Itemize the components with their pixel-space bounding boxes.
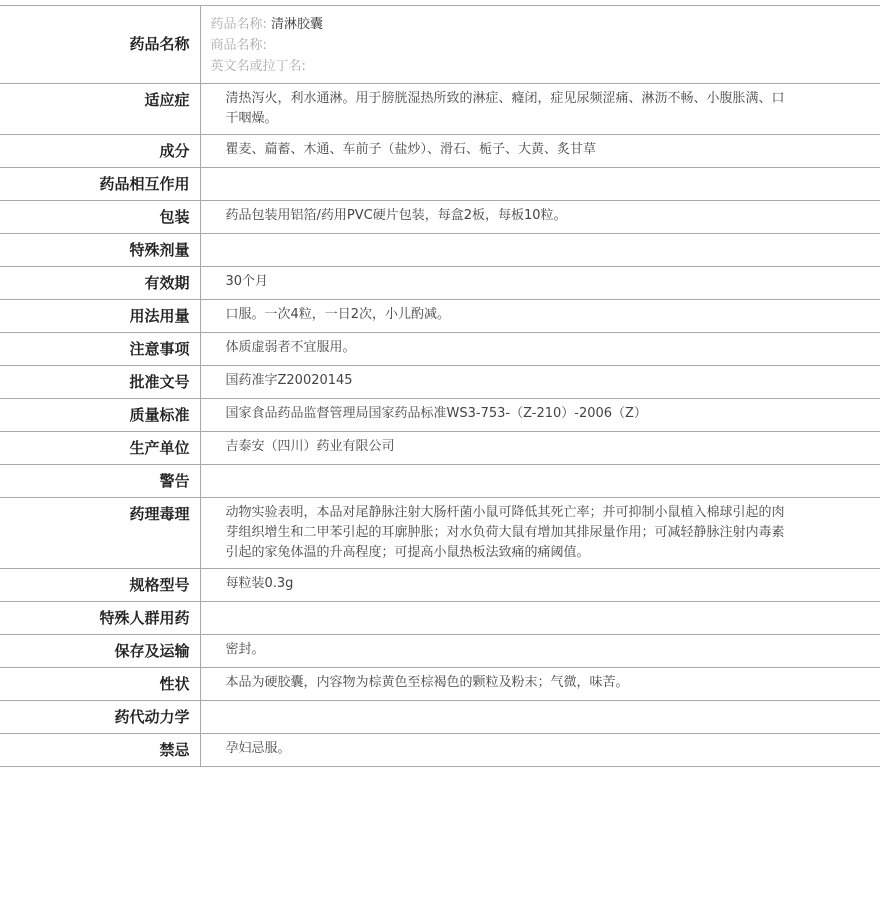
specification-label: 规格型号 — [0, 569, 200, 602]
usage-dosage-value: 口服。一次4粒，一日2次，小儿酌减。 — [200, 300, 880, 333]
pharmacology-toxicology-label: 药理毒理 — [0, 498, 200, 569]
precautions-label: 注意事项 — [0, 333, 200, 366]
packaging-label: 包装 — [0, 201, 200, 234]
contraindications-row — [0, 734, 880, 767]
english-name-line — [211, 56, 880, 77]
generic-name-line — [211, 14, 880, 35]
specification-row — [0, 569, 880, 602]
manufacturer-value: 吉泰安（四川）药业有限公司 — [200, 432, 880, 465]
approval-number-row — [0, 366, 880, 399]
shelf-life-value: 30个月 — [200, 267, 880, 300]
usage-dosage-row — [0, 300, 880, 333]
storage-transport-row — [0, 635, 880, 668]
ingredients-row — [0, 135, 880, 168]
pharmacokinetics-label: 药代动力学 — [0, 701, 200, 734]
drug-name-row — [0, 6, 880, 84]
packaging-row — [0, 201, 880, 234]
precautions-value: 体质虚弱者不宜服用。 — [200, 333, 880, 366]
description-value: 本品为硬胶囊，内容物为棕黄色至棕褐色的颗粒及粉末；气微，味苦。 — [200, 668, 880, 701]
quality-standard-value: 国家食品药品监督管理局国家药品标准WS3-753-（Z-210）-2006（Z） — [200, 399, 880, 432]
indications-row — [0, 84, 880, 135]
pharmacology-toxicology-row — [0, 498, 880, 569]
indications-value: 清热泻火，利水通淋。用于膀胱湿热所致的淋症、癃闭，症见尿频涩痛、淋沥不畅、小腹胀满、口干咽燥。 — [200, 84, 880, 135]
special-populations-label: 特殊人群用药 — [0, 602, 200, 635]
usage-dosage-label: 用法用量 — [0, 300, 200, 333]
special-populations-row — [0, 602, 880, 635]
drug-interactions-label: 药品相互作用 — [0, 168, 200, 201]
contraindications-value: 孕妇忌服。 — [200, 734, 880, 767]
contraindications-label: 禁忌 — [0, 734, 200, 767]
drug-name-label: 药品名称 — [0, 6, 200, 84]
drug-interactions-row — [0, 168, 880, 201]
ingredients-value: 瞿麦、萹蓄、木通、车前子（盐炒）、滑石、栀子、大黄、炙甘草 — [200, 135, 880, 168]
approval-number-value: 国药准字Z20020145 — [200, 366, 880, 399]
packaging-value: 药品包装用铝箔/药用PVC硬片包装，每盒2板，每板10粒。 — [200, 201, 880, 234]
shelf-life-label: 有效期 — [0, 267, 200, 300]
trade-name-line — [211, 35, 880, 56]
shelf-life-row — [0, 267, 880, 300]
trade-name-key: 商品名称: — [210, 38, 267, 53]
special-dosage-label: 特殊剂量 — [0, 234, 200, 267]
english-name-key: 英文名或拉丁名: — [210, 59, 306, 74]
drug-info-table-body — [0, 6, 880, 767]
description-row — [0, 668, 880, 701]
warning-label: 警告 — [0, 465, 200, 498]
manufacturer-row — [0, 432, 880, 465]
special-dosage-value — [200, 234, 880, 267]
drug-name-values — [200, 6, 880, 84]
generic-name-value: 清淋胶囊 — [271, 17, 324, 32]
generic-name-key: 药品名称: — [210, 17, 267, 32]
description-label: 性状 — [0, 668, 200, 701]
pharmacokinetics-row — [0, 701, 880, 734]
drug-info-table — [0, 5, 880, 767]
pharmacokinetics-value — [200, 701, 880, 734]
specification-value: 每粒装0.3g — [200, 569, 880, 602]
drug-interactions-value — [200, 168, 880, 201]
indications-label: 适应症 — [0, 84, 200, 135]
manufacturer-label: 生产单位 — [0, 432, 200, 465]
pharmacology-toxicology-value: 动物实验表明，本品对尾静脉注射大肠杆菌小鼠可降低其死亡率；并可抑制小鼠植入棉球引起的肉芽组织增生和二甲苯引起的耳廓肿胀；对水负荷大鼠有增加其排尿量作用；可减轻静脉注射内毒素引起的家兔体温的升高程度；可提高小鼠热板法致痛的痛阈值。 — [200, 498, 880, 569]
storage-transport-label: 保存及运输 — [0, 635, 200, 668]
storage-transport-value: 密封。 — [200, 635, 880, 668]
quality-standard-row — [0, 399, 880, 432]
approval-number-label: 批准文号 — [0, 366, 200, 399]
precautions-row — [0, 333, 880, 366]
special-populations-value — [200, 602, 880, 635]
warning-row — [0, 465, 880, 498]
quality-standard-label: 质量标准 — [0, 399, 200, 432]
special-dosage-row — [0, 234, 880, 267]
warning-value — [200, 465, 880, 498]
ingredients-label: 成分 — [0, 135, 200, 168]
